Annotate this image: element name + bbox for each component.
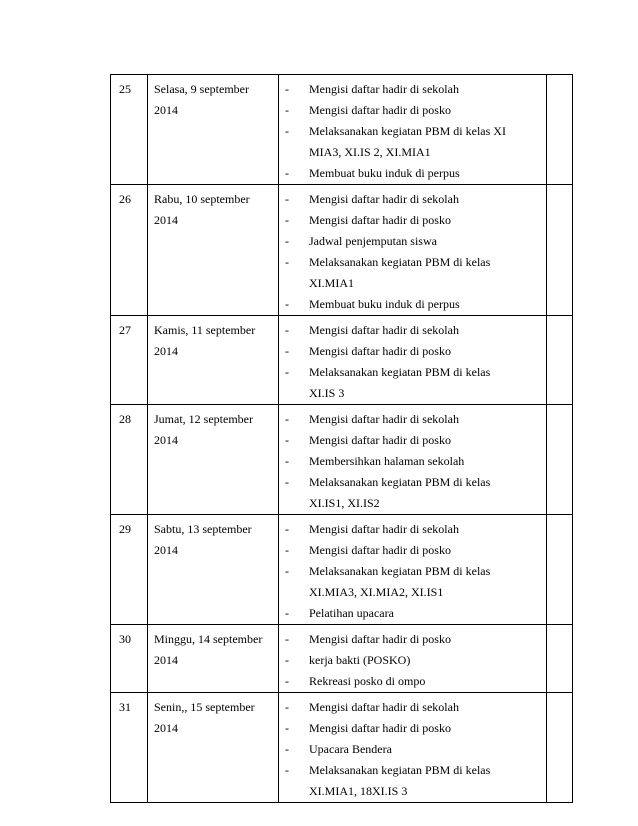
activity-line: XI.MIA1, 18XI.IS 3 xyxy=(309,784,408,798)
dash-bullet: - xyxy=(285,564,289,578)
activity-line: Melaksanakan kegiatan PBM di kelas xyxy=(309,255,491,269)
list-item xyxy=(285,451,542,472)
date-cell xyxy=(148,693,279,803)
dash-bullet: - xyxy=(285,192,289,206)
activity-list xyxy=(279,405,546,514)
activity-line: XI.MIA1 xyxy=(309,276,354,290)
activity-line: Mengisi daftar hadir di sekolah xyxy=(309,700,459,714)
dash-bullet: - xyxy=(285,412,289,426)
activity-line: Membersihkan halaman sekolah xyxy=(309,454,465,468)
date-cell xyxy=(148,75,279,185)
activity-text xyxy=(309,252,542,294)
activity-list xyxy=(279,316,546,404)
date-text xyxy=(148,625,278,671)
list-item xyxy=(285,650,542,671)
activity-list xyxy=(279,75,546,184)
activity-list xyxy=(279,515,546,624)
list-item xyxy=(285,121,542,163)
activity-text xyxy=(309,650,542,671)
year: 2014 xyxy=(154,103,178,117)
date-cell xyxy=(148,185,279,316)
activity-line: Melaksanakan kegiatan PBM di kelas xyxy=(309,763,491,777)
list-item xyxy=(285,409,542,430)
list-item xyxy=(285,519,542,540)
dash-bullet: - xyxy=(285,124,289,138)
activity-list xyxy=(279,185,546,315)
list-item xyxy=(285,210,542,231)
activity-text xyxy=(309,760,542,802)
list-item xyxy=(285,603,542,624)
date-text xyxy=(148,75,278,121)
activity-line: Upacara Bendera xyxy=(309,742,392,756)
activity-text xyxy=(309,231,542,252)
activity-text xyxy=(309,362,542,404)
dash-bullet: - xyxy=(285,674,289,688)
activity-text xyxy=(309,472,542,514)
activity-text xyxy=(309,210,542,231)
activity-text xyxy=(309,603,542,624)
day-number: 30 xyxy=(119,632,131,646)
notes-cell xyxy=(547,693,573,803)
list-item xyxy=(285,540,542,561)
activity-line: Melaksanakan kegiatan PBM di kelas xyxy=(309,475,491,489)
activity-text xyxy=(309,430,542,451)
list-item xyxy=(285,430,542,451)
date-text xyxy=(148,515,278,561)
day-and-month: Rabu, 10 september xyxy=(154,192,250,206)
dash-bullet: - xyxy=(285,323,289,337)
activity-text xyxy=(309,79,542,100)
day-number-cell xyxy=(111,405,148,515)
year: 2014 xyxy=(154,433,178,447)
list-item xyxy=(285,629,542,650)
activity-line: Mengisi daftar hadir di posko xyxy=(309,433,451,447)
activity-line: Melaksanakan kegiatan PBM di kelas xyxy=(309,564,491,578)
activity-line: Mengisi daftar hadir di posko xyxy=(309,721,451,735)
activity-text xyxy=(309,100,542,121)
list-item xyxy=(285,341,542,362)
date-cell xyxy=(148,405,279,515)
activity-text xyxy=(309,718,542,739)
dash-bullet: - xyxy=(285,365,289,379)
activity-text xyxy=(309,671,542,692)
year: 2014 xyxy=(154,721,178,735)
year: 2014 xyxy=(154,543,178,557)
activities-cell xyxy=(279,515,547,625)
table-row xyxy=(111,405,573,515)
list-item xyxy=(285,739,542,760)
activity-text xyxy=(309,561,542,603)
notes-cell xyxy=(547,515,573,625)
list-item xyxy=(285,472,542,514)
year: 2014 xyxy=(154,344,178,358)
day-number: 26 xyxy=(119,192,131,206)
notes-cell xyxy=(547,625,573,693)
day-number-cell xyxy=(111,316,148,405)
activity-text xyxy=(309,697,542,718)
dash-bullet: - xyxy=(285,742,289,756)
activities-cell xyxy=(279,693,547,803)
day-and-month: Kamis, 11 september xyxy=(154,323,256,337)
dash-bullet: - xyxy=(285,166,289,180)
day-number-cell xyxy=(111,75,148,185)
list-item xyxy=(285,362,542,404)
date-text xyxy=(148,405,278,451)
list-item xyxy=(285,189,542,210)
activity-line: Mengisi daftar hadir di posko xyxy=(309,632,451,646)
dash-bullet: - xyxy=(285,522,289,536)
activity-text xyxy=(309,121,542,163)
table-row xyxy=(111,625,573,693)
activities-cell xyxy=(279,185,547,316)
activity-text xyxy=(309,409,542,430)
activities-cell xyxy=(279,316,547,405)
activities-cell xyxy=(279,75,547,185)
activity-line: Pelatihan upacara xyxy=(309,606,394,620)
day-number: 25 xyxy=(119,82,131,96)
table-row xyxy=(111,185,573,316)
dash-bullet: - xyxy=(285,721,289,735)
activity-line: Mengisi daftar hadir di sekolah xyxy=(309,323,459,337)
day-and-month: Jumat, 12 september xyxy=(154,412,253,426)
dash-bullet: - xyxy=(285,213,289,227)
day-and-month: Sabtu, 13 september xyxy=(154,522,252,536)
day-number: 31 xyxy=(119,700,131,714)
activity-log-table xyxy=(110,74,573,803)
activity-line: Melaksanakan kegiatan PBM di kelas XI xyxy=(309,124,506,138)
dash-bullet: - xyxy=(285,475,289,489)
activity-line: Mengisi daftar hadir di sekolah xyxy=(309,412,459,426)
activity-text xyxy=(309,629,542,650)
activity-line: Melaksanakan kegiatan PBM di kelas xyxy=(309,365,491,379)
list-item xyxy=(285,231,542,252)
activity-text xyxy=(309,739,542,760)
list-item xyxy=(285,294,542,315)
dash-bullet: - xyxy=(285,606,289,620)
day-number: 29 xyxy=(119,522,131,536)
table-row xyxy=(111,75,573,185)
list-item xyxy=(285,252,542,294)
activity-line: Rekreasi posko di ompo xyxy=(309,674,426,688)
activity-line: Jadwal penjemputan siswa xyxy=(309,234,437,248)
activity-text xyxy=(309,519,542,540)
date-cell xyxy=(148,316,279,405)
day-number-cell xyxy=(111,693,148,803)
activity-list xyxy=(279,693,546,802)
activity-text xyxy=(309,341,542,362)
dash-bullet: - xyxy=(285,433,289,447)
year: 2014 xyxy=(154,653,178,667)
dash-bullet: - xyxy=(285,103,289,117)
activity-line: Membuat buku induk di perpus xyxy=(309,166,460,180)
activity-line: Mengisi daftar hadir di sekolah xyxy=(309,82,459,96)
list-item xyxy=(285,100,542,121)
dash-bullet: - xyxy=(285,653,289,667)
day-number: 27 xyxy=(119,323,131,337)
dash-bullet: - xyxy=(285,454,289,468)
day-number-cell xyxy=(111,185,148,316)
activity-line: Mengisi daftar hadir di posko xyxy=(309,103,451,117)
list-item xyxy=(285,79,542,100)
dash-bullet: - xyxy=(285,344,289,358)
activity-text xyxy=(309,451,542,472)
activity-line: XI.MIA3, XI.MIA2, XI.IS1 xyxy=(309,585,444,599)
activity-text xyxy=(309,320,542,341)
day-and-month: Selasa, 9 september xyxy=(154,82,249,96)
day-number: 28 xyxy=(119,412,131,426)
activity-text xyxy=(309,163,542,184)
activity-line: Mengisi daftar hadir di sekolah xyxy=(309,522,459,536)
day-and-month: Senin,, 15 september xyxy=(154,700,255,714)
list-item xyxy=(285,671,542,692)
dash-bullet: - xyxy=(285,82,289,96)
dash-bullet: - xyxy=(285,700,289,714)
notes-cell xyxy=(547,75,573,185)
table-row xyxy=(111,316,573,405)
notes-cell xyxy=(547,316,573,405)
day-and-month: Minggu, 14 september xyxy=(154,632,263,646)
activity-line: XI.IS 3 xyxy=(309,386,345,400)
notes-cell xyxy=(547,405,573,515)
list-item xyxy=(285,163,542,184)
activity-line: XI.IS1, XI.IS2 xyxy=(309,496,380,510)
activities-cell xyxy=(279,625,547,693)
date-text xyxy=(148,316,278,362)
list-item xyxy=(285,718,542,739)
dash-bullet: - xyxy=(285,297,289,311)
year: 2014 xyxy=(154,213,178,227)
activities-cell xyxy=(279,405,547,515)
list-item xyxy=(285,320,542,341)
date-text xyxy=(148,185,278,231)
activity-line: Mengisi daftar hadir di posko xyxy=(309,543,451,557)
activity-line: Mengisi daftar hadir di sekolah xyxy=(309,192,459,206)
dash-bullet: - xyxy=(285,763,289,777)
activity-text xyxy=(309,189,542,210)
activity-text xyxy=(309,540,542,561)
dash-bullet: - xyxy=(285,543,289,557)
date-cell xyxy=(148,515,279,625)
dash-bullet: - xyxy=(285,234,289,248)
activity-line: Membuat buku induk di perpus xyxy=(309,297,460,311)
date-cell xyxy=(148,625,279,693)
activity-text xyxy=(309,294,542,315)
activity-line: Mengisi daftar hadir di posko xyxy=(309,213,451,227)
dash-bullet: - xyxy=(285,255,289,269)
list-item xyxy=(285,561,542,603)
day-number-cell xyxy=(111,625,148,693)
notes-cell xyxy=(547,185,573,316)
table-row xyxy=(111,693,573,803)
table-row xyxy=(111,515,573,625)
list-item xyxy=(285,760,542,802)
activity-line: MIA3, XI.IS 2, XI.MIA1 xyxy=(309,145,431,159)
activity-line: kerja bakti (POSKO) xyxy=(309,653,411,667)
dash-bullet: - xyxy=(285,632,289,646)
day-number-cell xyxy=(111,515,148,625)
list-item xyxy=(285,697,542,718)
activity-log-body xyxy=(111,75,573,803)
date-text xyxy=(148,693,278,739)
activity-list xyxy=(279,625,546,692)
activity-line: Mengisi daftar hadir di posko xyxy=(309,344,451,358)
